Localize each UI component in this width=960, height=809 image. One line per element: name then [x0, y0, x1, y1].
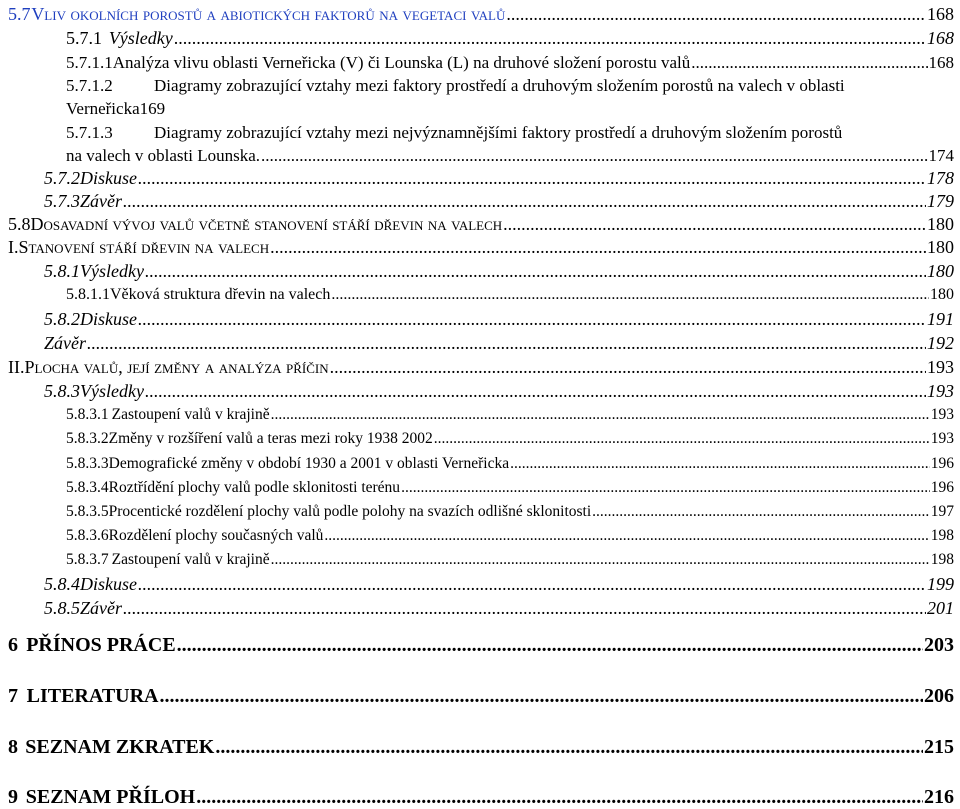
toc-entry-5-7-1-1[interactable] — [66, 53, 954, 73]
toc-page: 206 — [924, 685, 954, 707]
dot-leader — [123, 598, 926, 619]
toc-title-line2: na valech v oblasti Lounska. — [66, 146, 261, 165]
toc-title: SEZNAM ZKRATEK — [25, 736, 215, 758]
toc-page: 168 — [927, 4, 954, 24]
toc-title: Změny v rozšíření valů a teras mezi roky 1938 2002 — [108, 430, 433, 447]
toc-entry-5-7[interactable] — [8, 4, 954, 25]
toc-title: Diskuse — [80, 168, 137, 188]
dot-leader — [145, 381, 926, 402]
dot-leader — [271, 406, 930, 424]
toc-title: Výsledky — [80, 381, 144, 401]
toc-number: 5.8.3 — [44, 381, 80, 401]
toc-number: 5.7.2 — [44, 168, 80, 188]
toc-entry-5-8-3-5[interactable] — [66, 503, 954, 521]
dot-leader — [177, 634, 923, 657]
toc-page: 191 — [927, 309, 954, 329]
toc-entry-part-II[interactable] — [8, 357, 954, 378]
toc-number: I. — [8, 237, 19, 257]
toc-number: 5.8.4 — [44, 574, 80, 594]
toc-title: Stanovení stáří dřevin na valech — [18, 237, 270, 257]
toc-number: 7 — [8, 685, 18, 707]
toc-page: 203 — [924, 634, 954, 656]
toc-page: 180 — [927, 237, 954, 257]
toc-page: 216 — [924, 786, 954, 808]
toc-title: Diskuse — [80, 309, 137, 329]
toc-entry-5-7-2[interactable] — [44, 168, 954, 189]
dot-leader — [324, 527, 929, 545]
toc-title: Dosavadní vývoj valů včetně stanovení stáří dřevin na valech — [30, 214, 503, 234]
toc-entry-5-8-1-1[interactable] — [66, 286, 954, 304]
dot-leader — [506, 4, 926, 25]
toc-page: 196 — [930, 479, 954, 496]
toc-number: 5.8.1.1 — [66, 286, 110, 303]
toc-number: 5.8.3.2 — [66, 430, 109, 447]
toc-entry-5-7-1-3-cont — [66, 146, 954, 166]
toc-number: 5.7.1.2 — [66, 76, 113, 95]
toc-entry-part-I[interactable] — [8, 237, 954, 258]
toc-page: 179 — [927, 191, 954, 211]
dot-leader — [160, 685, 924, 708]
toc-page: 168 — [927, 28, 954, 48]
dot-leader — [330, 357, 926, 378]
toc-title: Výsledky — [80, 261, 144, 281]
toc-number: 6 — [8, 634, 18, 656]
toc-title: Závěr — [80, 598, 122, 618]
toc-entry-chapter-8[interactable] — [8, 736, 954, 759]
toc-entry-5-8-3-1[interactable] — [66, 406, 954, 424]
toc-entry-chapter-7[interactable] — [8, 685, 954, 708]
dot-leader — [270, 237, 926, 258]
toc-entry-zaver[interactable] — [44, 333, 954, 354]
toc-page: 193 — [930, 430, 954, 447]
toc-page: 192 — [927, 333, 954, 353]
toc-entry-5-8-3-3[interactable] — [66, 455, 954, 473]
toc-entry-5-7-3[interactable] — [44, 191, 954, 212]
toc-number: 5.8.1 — [44, 261, 80, 281]
toc-entry-5-7-1-2-cont — [66, 99, 165, 119]
toc-number: 5.7.1.1 — [66, 53, 113, 72]
toc-number: 5.8.3.5 — [66, 503, 109, 520]
dot-leader — [331, 286, 929, 304]
dot-leader — [510, 455, 930, 473]
dot-leader — [592, 503, 930, 521]
toc-page: 197 — [930, 503, 954, 520]
dot-leader — [215, 736, 923, 759]
toc-title: PŘÍNOS PRÁCE — [26, 634, 176, 656]
dot-leader — [503, 214, 926, 235]
dot-leader — [138, 574, 926, 595]
toc-entry-5-7-1-3[interactable] — [66, 123, 842, 143]
toc-page: 193 — [927, 357, 954, 377]
toc-page: 180 — [927, 214, 954, 234]
toc-title: Závěr — [80, 191, 122, 211]
toc-title: Roztřídění plochy valů podle sklonitosti terénu — [108, 479, 401, 496]
toc-entry-5-8[interactable] — [8, 214, 954, 235]
toc-number: 5.8.3.4 — [66, 479, 109, 496]
toc-page: 198 — [930, 527, 954, 544]
toc-entry-5-7-1[interactable] — [66, 28, 954, 49]
toc-number: 5.7.1.3 — [66, 123, 113, 142]
toc-number: 5.7.1 — [66, 28, 102, 48]
toc-number: 5.8.3.6 — [66, 527, 109, 544]
toc-entry-5-8-3-2[interactable] — [66, 430, 954, 448]
toc-number: 5.8.3.3 — [66, 455, 109, 472]
toc-page: 180 — [930, 286, 954, 303]
toc-page: 168 — [928, 53, 954, 72]
toc-page: 193 — [930, 406, 954, 423]
toc-number: II. — [8, 357, 25, 377]
toc-title: Zastoupení valů v krajině — [111, 406, 270, 423]
dot-leader — [87, 333, 926, 354]
dot-leader — [261, 146, 927, 166]
dot-leader — [691, 53, 927, 73]
toc-page: 193 — [927, 381, 954, 401]
dot-leader — [145, 261, 926, 282]
dot-leader — [434, 430, 930, 448]
toc-title: Zastoupení valů v krajině — [111, 551, 270, 568]
toc-entry-5-8-3-7[interactable] — [66, 551, 954, 569]
toc-title: SEZNAM PŘÍLOH — [25, 786, 196, 808]
toc-page: 169 — [139, 99, 166, 118]
dot-leader — [138, 309, 926, 330]
dot-leader — [271, 551, 930, 569]
toc-title: Rozdělení plochy současných valů — [108, 527, 324, 544]
toc-title-line2: Verneřicka — [66, 99, 140, 118]
toc-number: 5.8.2 — [44, 309, 80, 329]
toc-title: Závěr — [44, 333, 86, 353]
toc-title: Analýza vlivu oblasti Verneřicka (V) či Lounska (L) na druhové složení porostu valů — [112, 53, 691, 72]
toc-title: Demografické změny v období 1930 a 2001 v oblasti Verneřicka — [108, 455, 510, 472]
toc-title: Procentické rozdělení plochy valů podle polohy na svazích odlišné sklonitosti — [108, 503, 592, 520]
dot-leader — [123, 191, 926, 212]
toc-title: LITERATURA — [26, 685, 159, 707]
toc-page: 174 — [928, 146, 954, 165]
toc-page: 198 — [930, 551, 954, 568]
toc-title-line1: Diagramy zobrazující vztahy mezi nejvýznamnějšími faktory prostředí a druhovým složením porostů — [154, 123, 843, 142]
toc-page: 178 — [927, 168, 954, 188]
toc-number: 5.7.3 — [44, 191, 80, 211]
toc-entry-chapter-6[interactable] — [8, 634, 954, 657]
toc-title: Diskuse — [80, 574, 137, 594]
toc-title: Výsledky — [108, 28, 173, 48]
toc-entry-5-7-1-2[interactable] — [66, 76, 845, 96]
toc-entry-5-8-2[interactable] — [44, 309, 954, 330]
toc-entry-5-8-3[interactable] — [44, 381, 954, 402]
toc-number: 5.8.3.1 — [66, 406, 109, 423]
dot-leader — [401, 479, 930, 497]
toc-entry-5-8-1[interactable] — [44, 261, 954, 282]
toc-number: 5.7 — [8, 4, 31, 24]
toc-title: Věková struktura dřevin na valech — [110, 286, 331, 303]
toc-page: 201 — [927, 598, 954, 618]
toc-title-line1: Diagramy zobrazující vztahy mezi faktory prostředí a druhovým složením porostů na valech v oblasti — [154, 76, 845, 95]
toc-page: 196 — [930, 455, 954, 472]
toc-entry-5-8-3-6[interactable] — [66, 527, 954, 545]
toc-entry-5-8-3-4[interactable] — [66, 479, 954, 497]
toc-entry-5-8-4[interactable] — [44, 574, 954, 595]
toc-number: 5.8 — [8, 214, 31, 234]
toc-page: 180 — [927, 261, 954, 281]
toc-entry-5-8-5[interactable] — [44, 598, 954, 619]
dot-leader — [138, 168, 926, 189]
toc-number: 5.8.3.7 — [66, 551, 109, 568]
toc-number: 8 — [8, 736, 18, 758]
toc-page: 199 — [927, 574, 954, 594]
toc-page: 215 — [924, 736, 954, 758]
toc-title: Vliv okolních porostů a abiotických faktorů na vegetaci valů — [31, 4, 506, 24]
toc-number: 5.8.5 — [44, 598, 80, 618]
toc-title: Plocha valů, její změny a analýza příčin — [24, 357, 329, 377]
toc-number: 9 — [8, 786, 18, 808]
dot-leader — [174, 28, 926, 49]
